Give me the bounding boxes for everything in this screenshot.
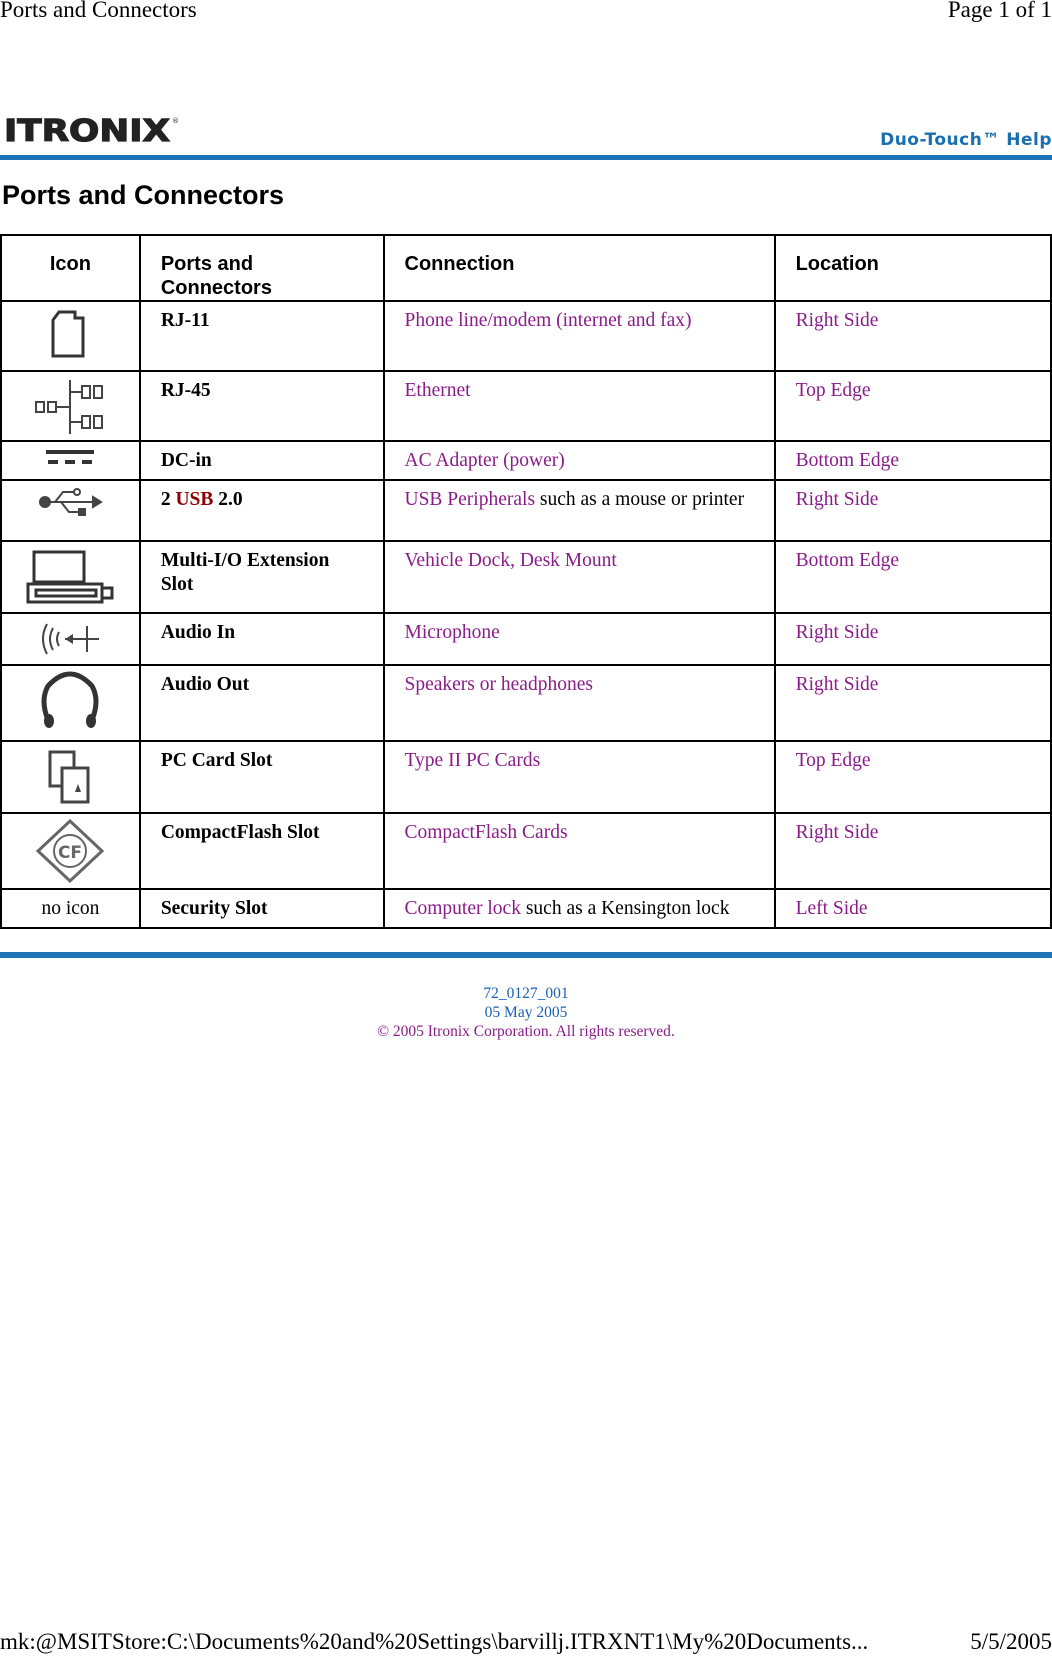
port-name: CompactFlash Slot xyxy=(160,822,320,843)
table-row xyxy=(1,741,1051,813)
port-name: RJ-11 xyxy=(160,310,210,331)
location-link[interactable]: Top Edge xyxy=(795,380,871,401)
svg-text:CF: CF xyxy=(58,843,83,863)
itronix-logo xyxy=(4,115,180,145)
page-title: Ports and Connectors xyxy=(2,180,285,210)
location-link[interactable]: Bottom Edge xyxy=(795,450,900,471)
header-icon: Icon xyxy=(1,235,140,301)
connection-link[interactable]: Type II PC Cards xyxy=(404,750,541,771)
port-name: Security Slot xyxy=(160,898,268,919)
table-row xyxy=(1,613,1051,665)
port-name: RJ-45 xyxy=(160,380,211,401)
print-header-title: Ports and Connectors xyxy=(0,0,197,22)
print-header-page: Page 1 of 1 xyxy=(947,0,1052,22)
connection-link[interactable]: Microphone xyxy=(404,622,500,643)
port-name: PC Card Slot xyxy=(160,750,273,771)
rj45-network-icon xyxy=(30,376,110,436)
table-row xyxy=(1,665,1051,741)
dc-power-icon xyxy=(40,446,100,472)
table-row xyxy=(1,371,1051,441)
ports-table xyxy=(0,234,1052,929)
doc-date: 05 May 2005 xyxy=(484,1004,568,1021)
pc-card-icon xyxy=(42,746,98,808)
table-header-row xyxy=(1,235,1051,301)
table-row xyxy=(1,441,1051,480)
connection-link[interactable]: Speakers or headphones xyxy=(404,674,593,695)
location-link[interactable]: Right Side xyxy=(795,822,879,843)
footer-divider xyxy=(0,952,1052,958)
table-row: no icon Security Slot Computer lock such as a Kensington lock Left Side xyxy=(1,889,1051,928)
location-link[interactable]: Bottom Edge xyxy=(795,550,900,571)
connection-link[interactable]: CompactFlash Cards xyxy=(404,822,568,843)
doc-id: 72_0127_001 xyxy=(483,985,569,1002)
header-divider xyxy=(0,155,1052,160)
table-row: 2 USB 2.0 USB Peripherals such as a mouse or printer Right Side xyxy=(1,480,1051,541)
headphones-icon xyxy=(38,670,102,732)
port-name: Audio In xyxy=(160,622,236,643)
itronix-logo-text: ITRONIX xyxy=(4,115,170,145)
header-ports: Ports and Connectors xyxy=(140,235,384,301)
connection-link[interactable]: AC Adapter (power) xyxy=(404,450,565,471)
location-link[interactable]: Right Side xyxy=(795,622,879,643)
print-footer-date: 5/5/2005 xyxy=(970,1629,1052,1654)
location-link[interactable]: Right Side xyxy=(795,489,879,510)
header-connection: Connection xyxy=(384,235,775,301)
table-row xyxy=(1,301,1051,371)
help-title: Duo-Touch™ Help xyxy=(880,130,1052,150)
location-link[interactable]: Left Side xyxy=(795,898,868,919)
connection-link[interactable]: Computer lock xyxy=(404,898,521,919)
no-icon-label: no icon xyxy=(41,898,100,919)
table-row xyxy=(1,541,1051,613)
location-link[interactable]: Right Side xyxy=(795,674,879,695)
docking-port-icon xyxy=(22,546,118,608)
table-row xyxy=(1,813,1051,889)
location-link[interactable]: Top Edge xyxy=(795,750,871,771)
connection-link[interactable]: Phone line/modem (internet and fax) xyxy=(404,310,692,331)
connection-link[interactable]: USB Peripherals xyxy=(404,489,536,510)
connection-link[interactable]: Ethernet xyxy=(404,380,471,401)
connection-link[interactable]: Vehicle Dock, Desk Mount xyxy=(404,550,617,571)
port-name: Audio Out xyxy=(160,674,250,695)
usb-icon xyxy=(35,485,105,519)
compactflash-icon xyxy=(35,818,105,884)
header-location: Location xyxy=(775,235,1051,301)
rj11-icon xyxy=(45,306,95,362)
location-link[interactable]: Right Side xyxy=(795,310,879,331)
microphone-in-icon xyxy=(37,618,103,660)
port-name: DC-in xyxy=(160,450,212,471)
port-name: Multi-I/O Extension Slot xyxy=(160,550,330,595)
copyright: © 2005 Itronix Corporation. All rights reserved. xyxy=(377,1023,675,1040)
svg-text:®: ® xyxy=(172,117,179,125)
usb-link[interactable]: USB xyxy=(175,489,214,510)
document-footer xyxy=(0,984,1052,1041)
port-name: 2 USB 2.0 xyxy=(160,489,243,510)
print-footer-url: mk:@MSITStore:C:\Documents%20and%20Settings\barvillj.ITRXNT1\My%20Documents... xyxy=(0,1629,869,1654)
